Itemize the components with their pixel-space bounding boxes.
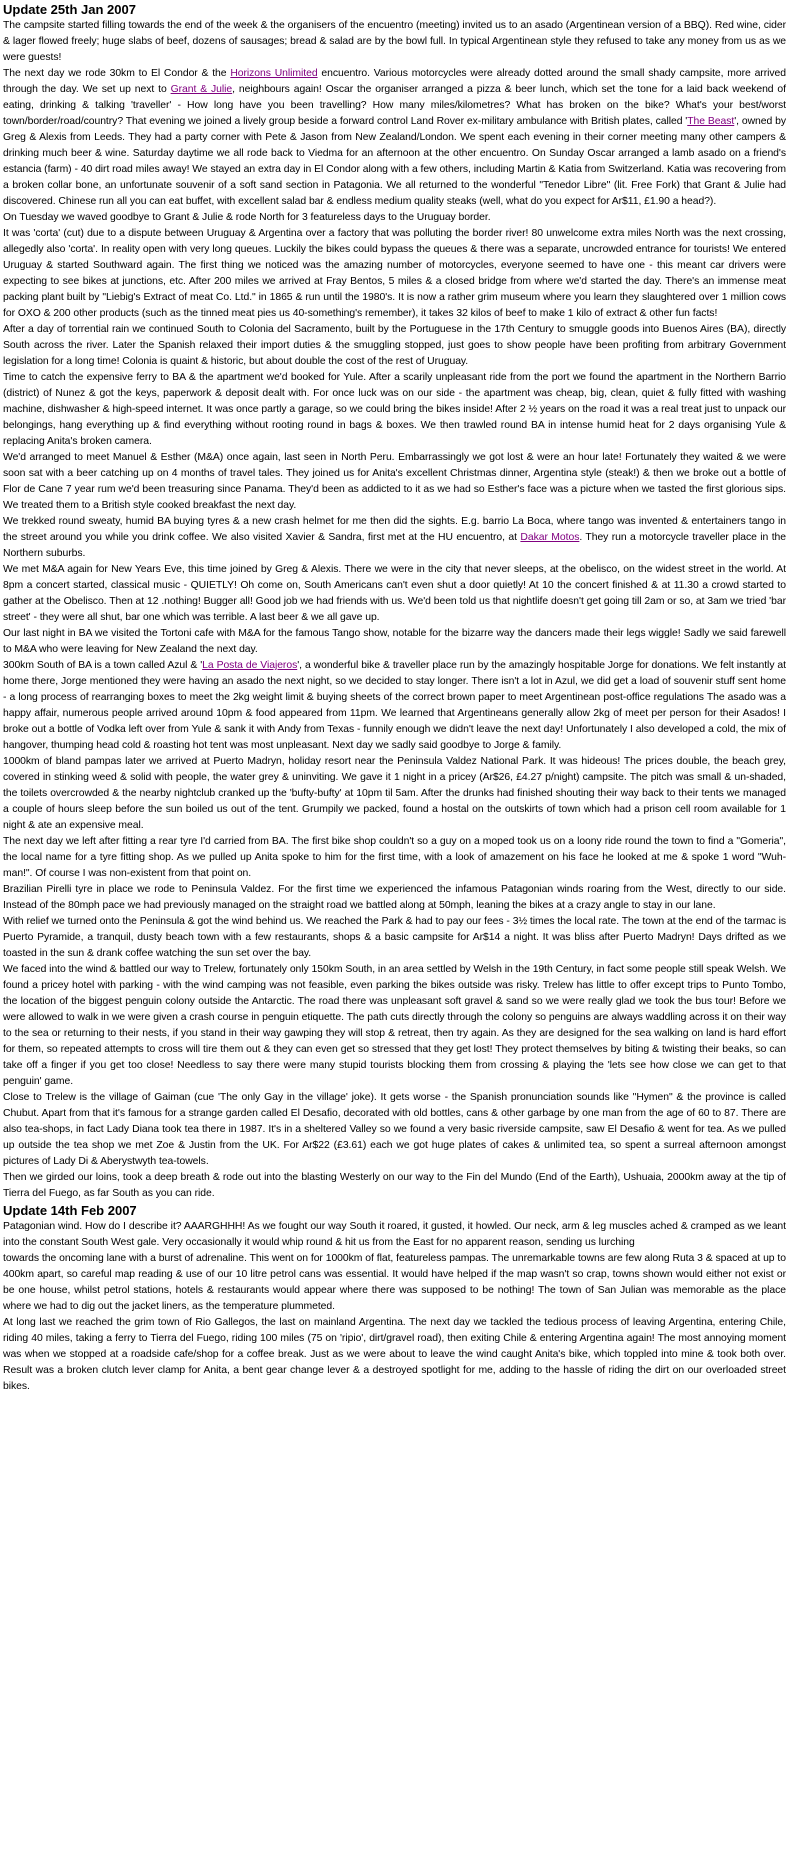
paragraph-text: , neighbours again! Oscar the organiser arranged a pizza & beer lunch, which set the tone for a laid back weekend of eating, drinking & talking 'traveller' - How long have you been travelling? How many miles/kilometres? What has broken on the bike? What's your best/worst town/border/road/country? That evening we joined a lively group beside a forward control Land Rover ex-military ambulance with British plates, called ' <box>3 84 787 127</box>
paragraph-text: The next day we rode 30km to El Condor & the <box>3 68 231 79</box>
paragraph-text: We met M&A again for New Years Eve, this time joined by Greg & Alexis. There we were in the city that never sleeps, at the obelisco, on the widest street in the world. At 8pm a concert started, classical music - QUIETLY! Oh come on, South Americans can't even shut a door quietly! At 10 the concert finished & at 11.30 a crowd started to gather at the Obelisco. Then at 12 .nothing! Bugger all! Good job we had friends with us. We'd been told us that nightlife doesn't get going till 2am or so, at 3am we tried 'bar street' - they were all shut, bar one which was terrible. A last beer & we all gave up. <box>3 564 786 623</box>
link-la-posta-de-viajeros[interactable]: La Posta de Viajeros <box>202 660 298 671</box>
paragraph-text: The next day we left after fitting a rear tyre I'd carried from BA. The first bike shop couldn't so a guy on a moped took us on a loony ride round the town to find a "Gomeria", the local name for a tyre fitting shop. As we pulled up Anita spoke to him for the first time, with a look of amazement on his face he looked at me & spoke 1 word "Wuh-man!". Of course I was non-existent from that point on. <box>3 836 786 879</box>
paragraph <box>3 834 786 882</box>
paragraph <box>3 1315 786 1395</box>
paragraph-text: After a day of torrential rain we continued South to Colonia del Sacramento, built by the Portuguese in the 17th Century to smuggle goods into Buenos Aires (BA), directly South across the river. Later the Spanish relaxed their import duties & the smuggling stopped, just goes to show people have been profiting from arbitrary Government legislation for a long time! Colonia is quaint & historic, but about double the cost of the rest of Uruguay. <box>3 324 786 367</box>
paragraph <box>3 658 786 754</box>
paragraph-text: encuentro. Various motorcycles were already dotted around the small shady campsite, more arrived through the day. We set up next to <box>3 68 786 95</box>
paragraph-text: Close to Trelew is the village of Gaiman (cue 'The only Gay in the village' joke). It gets worse - the Spanish pronunciation sounds like "Hymen" & the province is called Chubut. Apart from that it's famous for a strange garden called El Desafio, decorated with old bottles, cans & other garbage by one man from the age of 60 to 87. There are also tea-shops, in fact Lady Diana took tea there in 1987. It's in a sheltered Valley so we found a very basic riverside campsite, saw El Desafio & went for tea. As we pulled up outside the tea shop we met Zoe & Justin from the UK. For Ar$22 (£3.61) each we got huge plates of cakes & unlimited tea, so spent a surreal afternoon amongst pictures of Lady Di & Aberystwyth tea-towels. <box>3 1092 786 1167</box>
link-horizons-unlimited[interactable]: Horizons Unlimited <box>230 68 318 79</box>
paragraph-text: The campsite started filling towards the end of the week & the organisers of the encuentro (meeting) invited us to an asado (Argentinean version of a BBQ). Red wine, cider & lager flowed freely; huge slabs of beef, dozens of sausages; bread & salad are by the bowl full. In typical Argentinean style they refused to take any money from us as we were guests! <box>3 20 786 63</box>
paragraph <box>3 562 786 626</box>
paragraph-text: At long last we reached the grim town of Rio Gallegos, the last on mainland Argentina. The next day we tackled the tedious process of leaving Argentina, entering Chile, riding 40 miles, taking a ferry to Tierra del Fuego, riding 100 miles (75 on 'ripio', dirt/gravel road), then exiting Chile & entering Argentina again! The most annoying moment was when we stopped at a roadside cafe/shop for a coffee break. Just as we were about to leave the wind caught Anita's bike, which toppled into mine & took both over. Result was a broken clutch lever clamp for Anita, a bent gear change lever & a destroyed spotlight for me, adding to the hassle of riding the dirt on our overloaded street bikes. <box>3 1317 786 1392</box>
link-grant-julie[interactable]: Grant & Julie <box>170 84 233 95</box>
paragraph <box>3 66 786 210</box>
paragraph <box>3 754 786 834</box>
update-heading: Update 25th Jan 2007 <box>3 2 136 17</box>
update-body <box>3 1219 786 1395</box>
paragraph-text: ', owned by Greg & Alexis from Leeds. They had a party corner with Pete & Jason from New Zealand/London. We spent each evening in their corner meeting many other campers & drinking much beer & wine. Saturday daytime we all rode back to Viedma for an afternoon at the other encuentro. On Sunday Oscar arranged a lamb asado on a friend's estancia (farm) - 40 dirt road miles away! We stayed an extra day in El Condor along with a few others, including Martin & Katia from Switzerland. Katia was recovering from a broken collar bone, an unfortunate souvenir of a soft sand section in Patagonia. We all returned to the wonderful "Tenedor Libre" (lit. Free Fork) that Grant & Julie had discovered. Chinese run all you can eat buffet, with excellent salad bar & endless medium quality steaks (well, what do you expect for Ar$11, £1.90 a head?). <box>3 116 787 207</box>
paragraph <box>3 882 786 914</box>
paragraph <box>3 1170 786 1202</box>
link-dakar-motos[interactable]: Dakar Motos <box>520 532 580 543</box>
paragraph <box>3 1251 786 1315</box>
paragraph <box>3 18 786 66</box>
paragraph-text: Then we girded our loins, took a deep breath & rode out into the blasting Westerly on our way to the Fin del Mundo (End of the Earth), Ushuaia, 2000km away at the tip of Tierra del Fuego, as far South as you can ride. <box>3 1172 786 1199</box>
paragraph-text: With relief we turned onto the Peninsula & got the wind behind us. We reached the Park & had to pay our fees - 3½ times the local rate. The town at the end of the tarmac is Puerto Pyramide, a tranquil, dusty beach town with a few restaurants, shops & a basic campsite for Ar$14 a night. It was bliss after Puerto Madryn! Days drifted as we toasted in the sun & drank coffee watching the sun set over the bay. <box>3 916 786 959</box>
paragraph-text: Patagonian wind. How do I describe it? AAARGHHH! As we fought our way South it roared, it gusted, it howled. Our neck, arm & leg muscles ached & cramped as we leant into the constant South West gale. Very occasionally it would whip round & hit us from the East for no apparent reason, sending us lurching <box>3 1221 786 1248</box>
update-14-feb-2007 <box>3 1202 786 1395</box>
paragraph <box>3 322 786 370</box>
paragraph <box>3 226 786 322</box>
update-25-jan-2007 <box>3 1 786 1202</box>
paragraph <box>3 514 786 562</box>
paragraph-text: It was 'corta' (cut) due to a dispute between Uruguay & Argentina over a factory that was polluting the border river! 80 unwelcome extra miles North was the next crossing, allegedly also 'corta'. In reality open with very long queues. Luckily the bikes could bypass the queues & there was a separate, uncrowded entrance for tourists! We entered Uruguay & started Southward again. The first thing we noticed was the amazing number of motorcycles, everyone seemed to have one - this meant car drivers were expecting to see bikes at junctions, etc. After 200 miles we arrived at Fray Bentos, 5 miles & a closed bridge from where we'd started the day. There's an immense meat packing plant built by "Liebig's Extract of meat Co. Ltd." in 1865 & run until the 1980's. It is now a rather grim museum where you learn they slaughtered over 1 million cows for OXO & 200 other products (such as the tinned meat pies us 40-something's remember), it takes 32 kilos of beef to make 1 kilo of extract & other fun facts! <box>3 228 786 319</box>
paragraph-text: 300km South of BA is a town called Azul & ' <box>3 660 203 671</box>
paragraph-text: We'd arranged to meet Manuel & Esther (M&A) once again, last seen in North Peru. Embarrassingly we got lost & were an hour late! Fortunately they waited & we were soon sat with a beer catching up on 4 months of travel tales. They joined us for Anita's excellent Christmas dinner, Argentina style (steak!) & then we broke out a bottle of Flor de Cane 7 year rum we'd been treasuring since Panama. They'd been as addicted to it as we had so Esther's face was a picture when we tasted the first glorious sips. We treated them to a British style cooked breakfast the next day. <box>3 452 786 511</box>
paragraph-text: . They run a motorcycle traveller place in the Northern suburbs. <box>3 532 786 559</box>
paragraph <box>3 210 786 226</box>
paragraph-text: On Tuesday we waved goodbye to Grant & Julie & rode North for 3 featureless days to the Uruguay border. <box>3 212 491 223</box>
update-heading: Update 14th Feb 2007 <box>3 1203 137 1218</box>
paragraph <box>3 370 786 450</box>
paragraph <box>3 450 786 514</box>
paragraph <box>3 914 786 962</box>
link-the-beast[interactable]: The Beast <box>687 116 735 127</box>
paragraph <box>3 1090 786 1170</box>
paragraph <box>3 626 786 658</box>
paragraph-text: Our last night in BA we visited the Tortoni cafe with M&A for the famous Tango show, notable for the bizarre way the dancers made their legs wiggle! Sadly we said farewell to M&A who were leaving for New Zealand the next day. <box>3 628 786 655</box>
paragraph <box>3 962 786 1090</box>
paragraph-text: We faced into the wind & battled our way to Trelew, fortunately only 150km South, in an area settled by Welsh in the 19th Century, in fact some people still speak Welsh. We found a pricey hotel with parking - with the wind camping was not feasible, even parking the bikes outside was risky. Trelew has little to offer except trips to Punto Tombo, the location of the biggest penguin colony outside the Antarctic. The road there was unpleasant soft gravel & sand so we were really glad we took the bus tour! Before we were allowed to walk in we were given a crash course in penguin etiquette. The path cuts directly through the colony so penguins are always waddling across it on their way to the sea or returning to their nests, if you stand in their way gawping they will stop & retreat, then try again. As they are designed for the sea walking on land is hard effort for them, so repeated attempts to cross will tire them out & they can even get so stressed that they get lost! They protect themselves by biting & twisting their beaks, so can take off a finger if you get too close! Needless to say there were many stupid tourists blocking them from crossing & playing the 'lets see how close we can get to that penguin' game. <box>3 964 786 1087</box>
paragraph <box>3 1219 786 1251</box>
paragraph-text: 1000km of bland pampas later we arrived at Puerto Madryn, holiday resort near the Peninsula Valdez National Park. It was hideous! The prices double, the beach grey, covered in stinking weed & solid with people, the water grey & uninviting. We gave it 1 night in a pricey (Ar$26, £4.27 p/night) campsite. The pitch was small & un-shaded, the toilets overcrowded & the nearby nightclub cranked up the 'bufty-bufty' at 10pm til 5am. After the drunks had finished shouting their way back to their tents we managed a couple of hours sleep before the sun boiled us out of the tent. Grumpily we packed, found a hostal on the outskirts of town which had a prison cell room available for 1 night & ate an expensive meal. <box>3 756 786 831</box>
paragraph-text: We trekked round sweaty, humid BA buying tyres & a new crash helmet for me then did the sights. E.g. barrio La Boca, where tango was invented & entertainers tango in the street around you while you drink coffee. We also visited Xavier & Sandra, first met at the HU encuentro, at <box>3 516 786 543</box>
paragraph-text: Time to catch the expensive ferry to BA & the apartment we'd booked for Yule. After a scarily unpleasant ride from the port we found the apartment in the Northern Barrio (district) of Nunez & got the keys, paperwork & deposit dealt with. For once luck was on our side - the apartment was cheap, big, clean, quiet & fully fitted with washing machine, dishwasher & high-speed internet. It was once partly a garage, so we could bring the bikes inside! After 2 ½ years on the road it was a real treat just to unpack our belongings, hang everything up & find everything without rooting round in bags & boxes. We then trawled round BA in intense humid heat for 2 days organising Yule & replacing Anita's broken camera. <box>3 372 786 447</box>
paragraph-text: Brazilian Pirelli tyre in place we rode to Peninsula Valdez. For the first time we experienced the infamous Patagonian winds roaring from the West, directly to our side. Instead of the 80mph pace we had previously managed on the straight road we battled along at 50mph, leaning the bikes at a crazy angle to stay in our lane. <box>3 884 786 911</box>
update-body <box>3 18 786 1202</box>
paragraph-text: towards the oncoming lane with a burst of adrenaline. This went on for 1000km of flat, featureless pampas. The unremarkable towns are few along Ruta 3 & spaced at up to 400km apart, so careful map reading & use of our 10 litre petrol cans was essential. It would have helped if the map wasn't so crap, towns shown would either not exist or be one house, whilst petrol stations, hotels & restaurants would appear where there was supposed to be nothing! The town of San Julian was memorable as the place where we had to dig out the jacket liners, as the temperature plummeted. <box>3 1253 786 1312</box>
paragraph-text: ', a wonderful bike & traveller place run by the amazingly hospitable Jorge for donations. We felt instantly at home there, Jorge mentioned they were having an asado the next night, so we decided to stay longer. There isn't a lot in Azul, we did get a load of souvenir stuff sent home - a long process of rearranging boxes to meet the 2kg weight limit & buying sheets of the correct brown paper to meet Argentinean post-office regulations The asado was a happy affair, numerous people arrived around 10pm & food appeared from 11pm. We learned that Argentineans generally allow 2kg of meet per person for their Asados! I broke out a bottle of Vodka left over from Yule & sank it with Andy from Texas - funnily enough we didn't leave the next day! Unfortunately I also developed a cold, the mix of hangover, thumping head cold & roasting hot tent was most unpleasant. Next day we sadly said goodbye to Jorge & family. <box>3 660 786 751</box>
